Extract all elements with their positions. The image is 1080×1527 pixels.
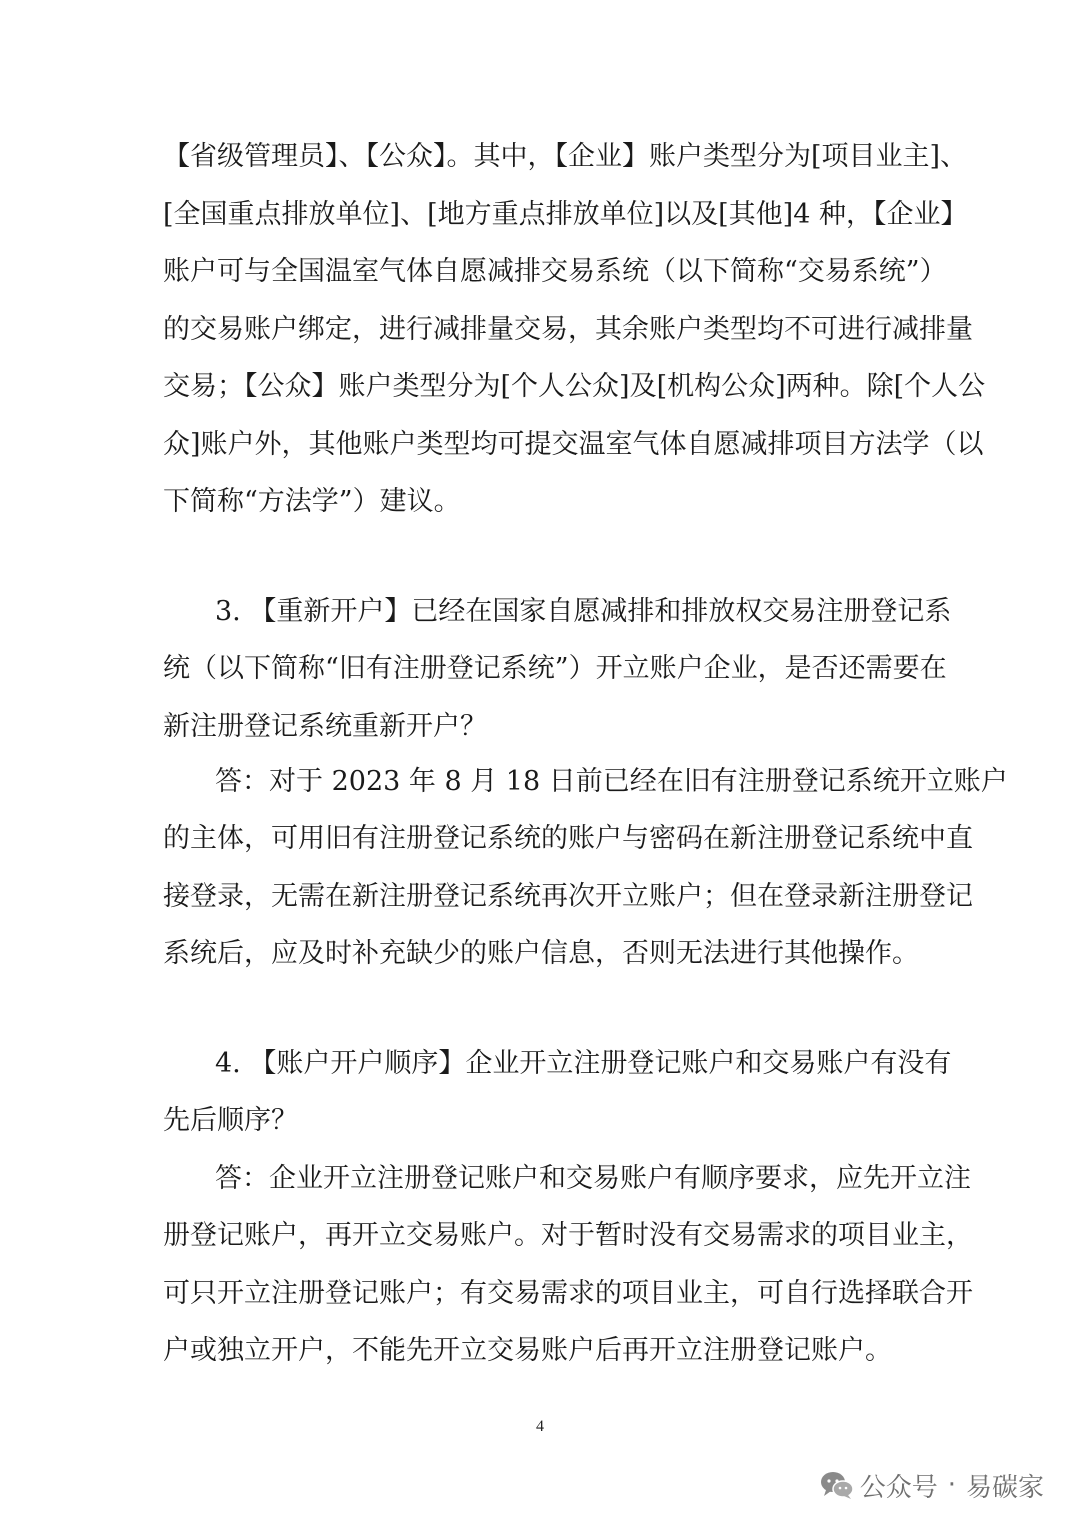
answer-4-body (163, 1207, 973, 1380)
text-line: 交易；【公众】账户类型分为[个人公众]及[机构公众]两种。除[个人公 (163, 371, 986, 402)
text-line: 先后顺序？ (163, 1105, 298, 1136)
watermark-separator: · (947, 1470, 956, 1500)
text-line: 【省级管理员】、【公众】。其中，【企业】账户类型分为[项目业主]、 (163, 141, 968, 172)
watermark-prefix: 公众号 (859, 1472, 938, 1503)
text-line: 接登录，无需在新注册登记系统再次开立账户；但在登录新注册登记 (163, 880, 973, 912)
text-line: 册登记账户，再开立交易账户。对于暂时没有交易需求的项目业主， (163, 1220, 973, 1251)
text-line: 账户可与全国温室气体自愿减排交易系统（以下简称“交易系统”） (163, 256, 947, 287)
text-line: 4. 【账户开户顺序】企业开立注册登记账户和交易账户有没有 (215, 1048, 952, 1079)
text-line: 可只开立注册登记账户；有交易需求的项目业主，可自行选择联合开 (163, 1277, 973, 1309)
text-line: 户或独立开户，不能先开立交易账户后再开立注册登记账户。 (163, 1335, 892, 1366)
answer-3-first-line (215, 753, 1008, 811)
text-line: 系统后，应及时补充缺少的账户信息，否则无法进行其他操作。 (163, 938, 919, 969)
text-line: 统（以下简称“旧有注册登记系统”）开立账户企业，是否还需要在 (163, 653, 947, 684)
paragraph-account-types (163, 128, 986, 531)
text-line: 众]账户外，其他账户类型均可提交温室气体自愿减排项目方法学（以 (163, 428, 984, 460)
wechat-watermark (820, 1465, 1044, 1505)
text-line: 答：对于 2023 年 8 月 18 日前已经在旧有注册登记系统开立账户 (215, 766, 1008, 797)
text-line: 新注册登记系统重新开户？ (163, 710, 487, 742)
question-4-body (163, 1092, 915, 1150)
wechat-icon (820, 1470, 854, 1500)
answer-3-body (163, 810, 973, 983)
question-3-heading (215, 583, 952, 641)
text-line: 3. 【重新开户】已经在国家自愿减排和排放权交易注册登记系 (215, 596, 952, 627)
watermark-account: 易碳家 (965, 1472, 1044, 1503)
question-4-heading (215, 1035, 952, 1093)
page-number: 4 (536, 1418, 544, 1435)
text-line: 的交易账户绑定，进行减排量交易，其余账户类型均不可进行减排量 (163, 313, 973, 345)
text-line: 答：企业开立注册登记账户和交易账户有顺序要求，应先开立注 (215, 1163, 971, 1194)
text-line: [全国重点排放单位]、[地方重点排放单位]以及[其他]4 种，【企业】 (163, 198, 968, 230)
answer-4-first-line (215, 1150, 971, 1208)
text-line: 的主体，可用旧有注册登记系统的账户与密码在新注册登记系统中直 (163, 823, 973, 854)
question-3-body (163, 640, 947, 755)
text-line: 下简称“方法学”）建议。 (163, 486, 461, 517)
